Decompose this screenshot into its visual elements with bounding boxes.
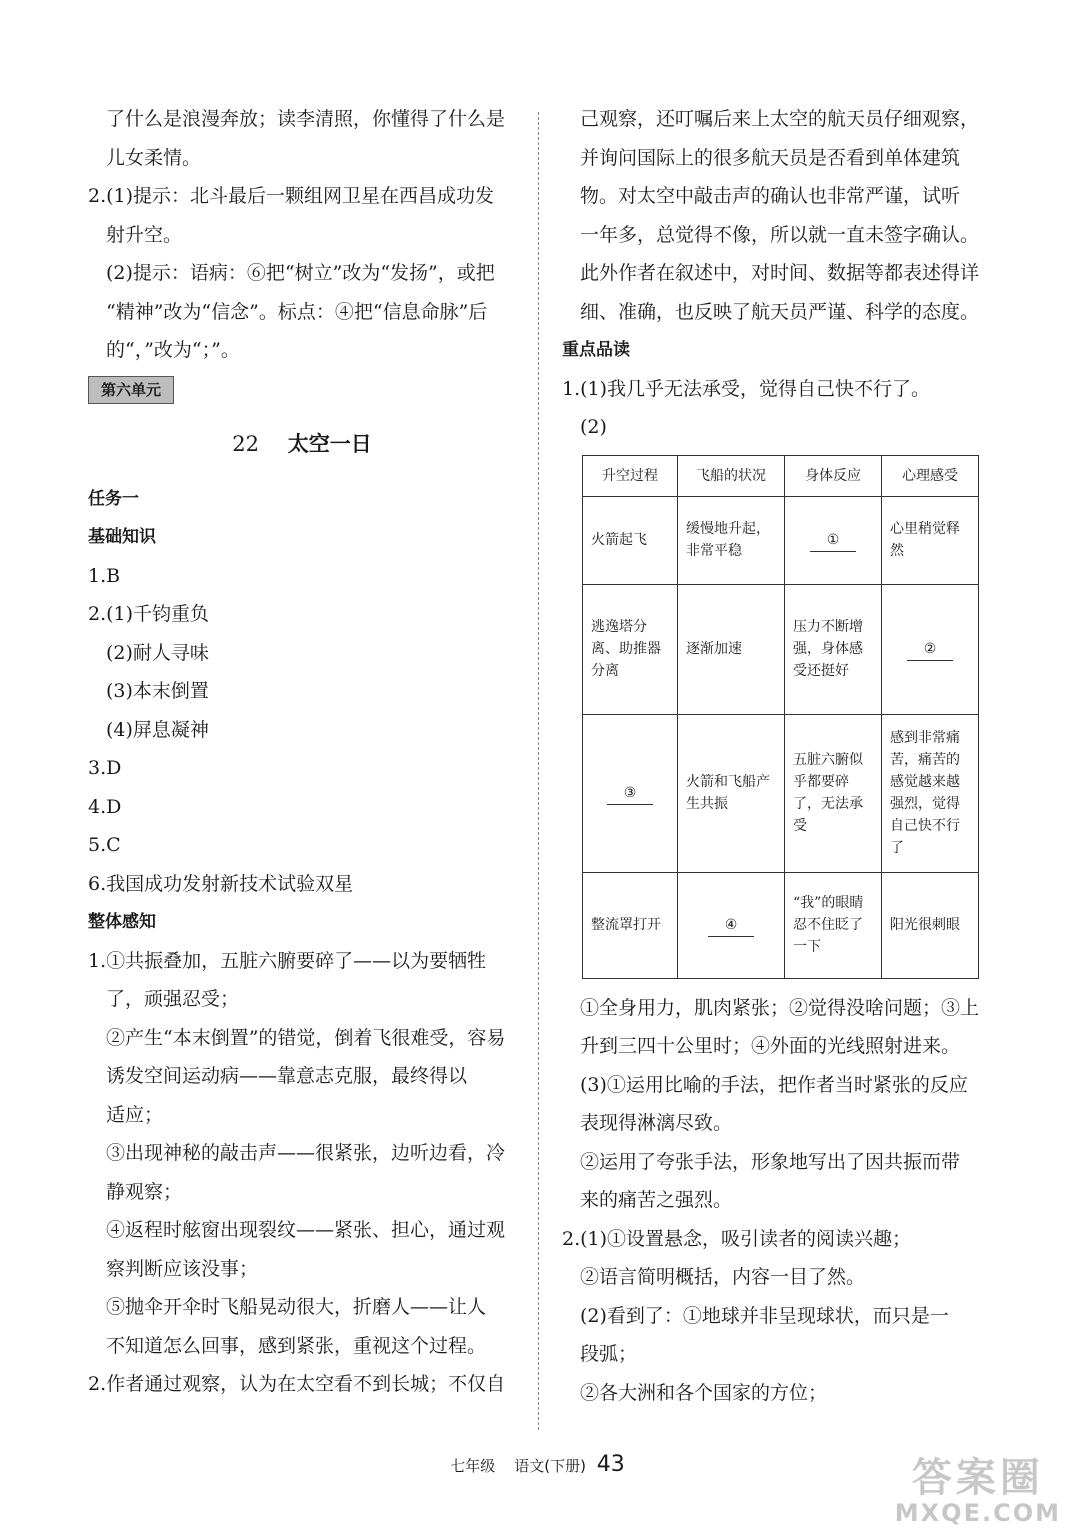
- table-header-cell: 身体反应: [785, 455, 882, 496]
- table-cell: “我”的眼睛忍不住眨了一下: [785, 872, 882, 978]
- answer-line: 3.D: [88, 757, 122, 779]
- text-line: 了，顽强忍受；: [106, 988, 240, 1010]
- answer-line: 5.C: [88, 834, 121, 856]
- table-cell: 火箭和飞船产生共振: [678, 714, 785, 872]
- text-line: ⑤抛伞开伞时飞船晃动很大，折磨人——让人: [106, 1296, 487, 1318]
- watermark-text: 答案圈: [911, 1455, 1044, 1501]
- answer-line: 6.我国成功发射新技术试验双星: [88, 872, 354, 895]
- text-line: ①全身用力，肌肉紧张；②觉得没啥问题；③上: [580, 996, 980, 1019]
- watermark-logo: [895, 1456, 1061, 1526]
- text-line: 儿女柔情。: [106, 146, 202, 169]
- footer-grade: 七年级: [450, 1457, 496, 1475]
- table-header-cell: 升空过程: [583, 455, 678, 496]
- table-cell: [882, 584, 979, 714]
- footer-subject: 语文(下册): [514, 1457, 587, 1475]
- text-line: 段弧；: [580, 1343, 638, 1365]
- text-line: (2)提示：语病：⑥把“树立”改为“发扬”，或把: [106, 262, 495, 284]
- answer-line: 2.(1)千钧重负: [88, 603, 210, 625]
- text-line: 的“，”改为“；”。: [106, 339, 240, 361]
- text-line: 来的痛苦之强烈。: [580, 1189, 733, 1211]
- section-heading: 基础知识: [88, 527, 156, 547]
- text-line: 静观察；: [106, 1180, 183, 1203]
- lesson-number: 22: [232, 431, 260, 456]
- table-cell: [583, 714, 678, 872]
- table-row: [583, 872, 979, 978]
- text-line: 并询问国际上的很多航天员是否看到单体建筑: [580, 146, 961, 169]
- answer-line: (3)本末倒置: [106, 680, 209, 702]
- text-line: 细、准确，也反映了航天员严谨、科学的态度。: [580, 300, 980, 323]
- text-line: 表现得淋漓尽致。: [580, 1112, 733, 1134]
- text-line: 升到三四十公里时；④外面的光线照射进来。: [580, 1035, 961, 1057]
- table-row: [583, 496, 979, 584]
- table-cell: 心里稍觉释然: [882, 496, 979, 584]
- table-cell: 整流罩打开: [583, 872, 678, 978]
- table-cell: 阳光很刺眼: [882, 872, 979, 978]
- page-number: 43: [596, 1452, 625, 1477]
- watermark-url: MXQE.COM: [894, 1499, 1061, 1527]
- table-cell: 压力不断增强，身体感受还挺好: [785, 584, 882, 714]
- table-cell: 火箭起飞: [583, 496, 678, 584]
- table-cell: 五脏六腑似乎都要碎了，无法承受: [785, 714, 882, 872]
- table-cell: 逐渐加速: [678, 584, 785, 714]
- text-line: 2.(1)提示：北斗最后一颗组网卫星在西昌成功发: [88, 185, 495, 207]
- text-line: 射升空。: [106, 223, 183, 246]
- section-heading: 整体感知: [88, 912, 156, 932]
- text-line: 1.①共振叠加，五脏六腑要碎了——以为要牺牲: [88, 949, 487, 972]
- table-cell: [785, 496, 882, 584]
- table-header-row: [583, 455, 979, 496]
- column-divider: [538, 112, 539, 1430]
- answer-line: 4.D: [88, 795, 122, 818]
- text-line: ②产生“本末倒置”的错觉，倒着飞很难受，容易: [106, 1026, 506, 1049]
- text-line: 适应；: [106, 1103, 164, 1126]
- right-column: [562, 100, 988, 1412]
- text-line: 2.(1)①设置悬念，吸引读者的阅读兴趣；: [562, 1227, 912, 1250]
- answer-line: (2)耐人寻味: [106, 641, 209, 664]
- table-row: [583, 714, 979, 872]
- text-line: “精神”改为“信念”。标点：④把“信息命脉”后: [106, 300, 488, 323]
- table-row: [583, 584, 979, 714]
- text-line: ③出现神秘的敲击声——很紧张，边听边看，冷: [106, 1142, 506, 1164]
- table-cell: 感到非常痛苦，痛苦的感觉越来越强烈，觉得自己快不行了: [882, 714, 979, 872]
- section-heading: 任务一: [88, 488, 139, 509]
- table-cell: 逃逸塔分离、助推器分离: [583, 584, 678, 714]
- reaction-table: [582, 455, 979, 979]
- text-line: ②语言简明概括，内容一目了然。: [580, 1266, 866, 1288]
- answer-blank: ①: [810, 529, 856, 552]
- text-line: 察判断应该没事；: [106, 1257, 259, 1280]
- table-cell: [678, 872, 785, 978]
- text-line: 一年多，总觉得不像，所以就一直未签字确认。: [580, 223, 980, 246]
- answer-line: 1.B: [88, 564, 121, 587]
- answer-line: (2): [580, 416, 607, 438]
- text-line: 了什么是浪漫奔放；读李清照，你懂得了什么是: [106, 108, 506, 130]
- answer-line: (4)屏息凝神: [106, 718, 209, 741]
- answer-blank: ③: [607, 782, 653, 805]
- text-line: 此外作者在叙述中，对时间、数据等都表述得详: [580, 262, 980, 284]
- text-line: ②各大洲和各个国家的方位；: [580, 1381, 828, 1404]
- answer-blank: ②: [907, 638, 953, 661]
- table-cell: 缓慢地升起，非常平稳: [678, 496, 785, 584]
- text-line: (2)看到了：①地球并非呈现球状，而只是一: [580, 1304, 949, 1327]
- section-heading: 重点品读: [562, 340, 630, 360]
- text-line: 2.作者通过观察，认为在太空看不到长城；不仅自: [88, 1373, 506, 1395]
- left-column: [88, 100, 516, 1404]
- text-line: 己观察，还叮嘱后来上太空的航天员仔细观察，: [580, 108, 980, 130]
- answer-line: 1.(1)我几乎无法承受，觉得自己快不行了。: [562, 377, 931, 400]
- text-line: ④返程时舷窗出现裂纹——紧张、担心，通过观: [106, 1219, 506, 1241]
- unit-label: 第六单元: [88, 376, 174, 404]
- text-line: (3)①运用比喻的手法，把作者当时紧张的反应: [580, 1073, 968, 1096]
- table-header-cell: 飞船的状况: [678, 455, 785, 496]
- text-line: 诱发空间运动病——靠意志克服，最终得以: [106, 1065, 468, 1087]
- table-header-cell: 心理感受: [882, 455, 979, 496]
- answer-blank: ④: [708, 914, 754, 937]
- lesson-heading: [88, 424, 516, 464]
- lesson-title: 太空一日: [287, 430, 372, 456]
- text-line: 物。对太空中敲击声的确认也非常严谨，试听: [580, 185, 961, 207]
- text-line: ②运用了夸张手法，形象地写出了因共振而带: [580, 1150, 961, 1173]
- text-line: 不知道怎么回事，感到紧张，重视这个过程。: [106, 1334, 487, 1357]
